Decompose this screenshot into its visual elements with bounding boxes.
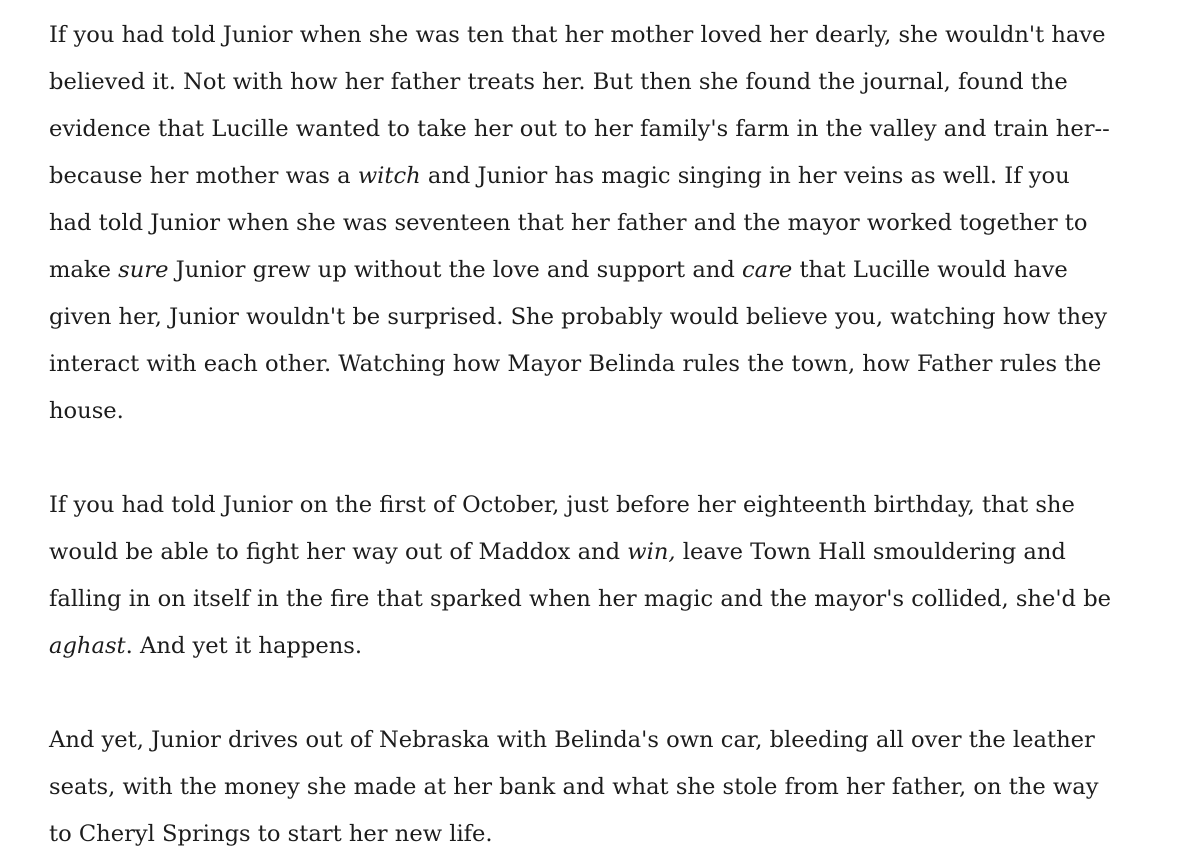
text-run: evidence that Lucille wanted to take her out to her family's farm in the valley and train her--: [49, 116, 1110, 142]
text-run: And yet, Junior drives out of Nebraska with Belinda's own car, bleeding all over the leather: [49, 727, 1095, 753]
text-line: [49, 764, 1174, 811]
text-line: [49, 717, 1174, 764]
text-run: leave Town Hall smouldering and: [675, 539, 1066, 565]
text-line: [49, 153, 1174, 200]
text-run: make: [49, 257, 119, 283]
text-line: [49, 106, 1174, 153]
text-run: would be able to fight her way out of Maddox and: [49, 539, 628, 565]
text-line: [49, 341, 1174, 388]
emphasized-text: sure: [118, 257, 169, 283]
text-line: [49, 59, 1174, 106]
text-run: . And yet it happens.: [125, 633, 363, 659]
text-line: [49, 623, 1174, 670]
text-line: [49, 576, 1174, 623]
text-run: because her mother was a: [49, 163, 358, 189]
text-run: to Cheryl Springs to start her new life.: [49, 821, 493, 847]
paragraph-2: [49, 482, 1174, 670]
text-line: [49, 811, 1174, 858]
text-run: If you had told Junior when she was ten that her mother loved her dearly, she wouldn't have: [49, 22, 1106, 48]
text-run: falling in on itself in the fire that sparked when her magic and the mayor's collided, she'd be: [49, 586, 1112, 612]
text-run: interact with each other. Watching how Mayor Belinda rules the town, how Father rules the: [49, 351, 1102, 377]
text-line: [49, 294, 1174, 341]
story-text: [49, 12, 1174, 858]
text-line: [49, 200, 1174, 247]
text-run: given her, Junior wouldn't be surprised. She probably would believe you, watching how they: [49, 304, 1108, 330]
text-run: Junior grew up without the love and support and: [168, 257, 742, 283]
text-run: believed it. Not with how her father treats her. But then she found the journal, found the: [49, 69, 1068, 95]
emphasized-text: win,: [627, 539, 676, 565]
text-line: [49, 482, 1174, 529]
text-line: [49, 247, 1174, 294]
paragraph-3: [49, 717, 1174, 858]
text-run: If you had told Junior on the first of October, just before her eighteenth birthday, that she: [49, 492, 1075, 518]
text-run: that Lucille would have: [792, 257, 1068, 283]
emphasized-text: witch: [357, 163, 421, 189]
text-run: house.: [49, 398, 124, 424]
text-line: [49, 388, 1174, 435]
text-run: and Junior has magic singing in her veins as well. If you: [420, 163, 1070, 189]
text-run: seats, with the money she made at her bank and what she stole from her father, on the way: [49, 774, 1099, 800]
emphasized-text: aghast: [49, 633, 126, 659]
emphasized-text: care: [741, 257, 793, 283]
text-line: [49, 12, 1174, 59]
text-line: [49, 529, 1174, 576]
text-run: had told Junior when she was seventeen that her father and the mayor worked together to: [49, 210, 1088, 236]
paragraph-1: [49, 12, 1174, 435]
